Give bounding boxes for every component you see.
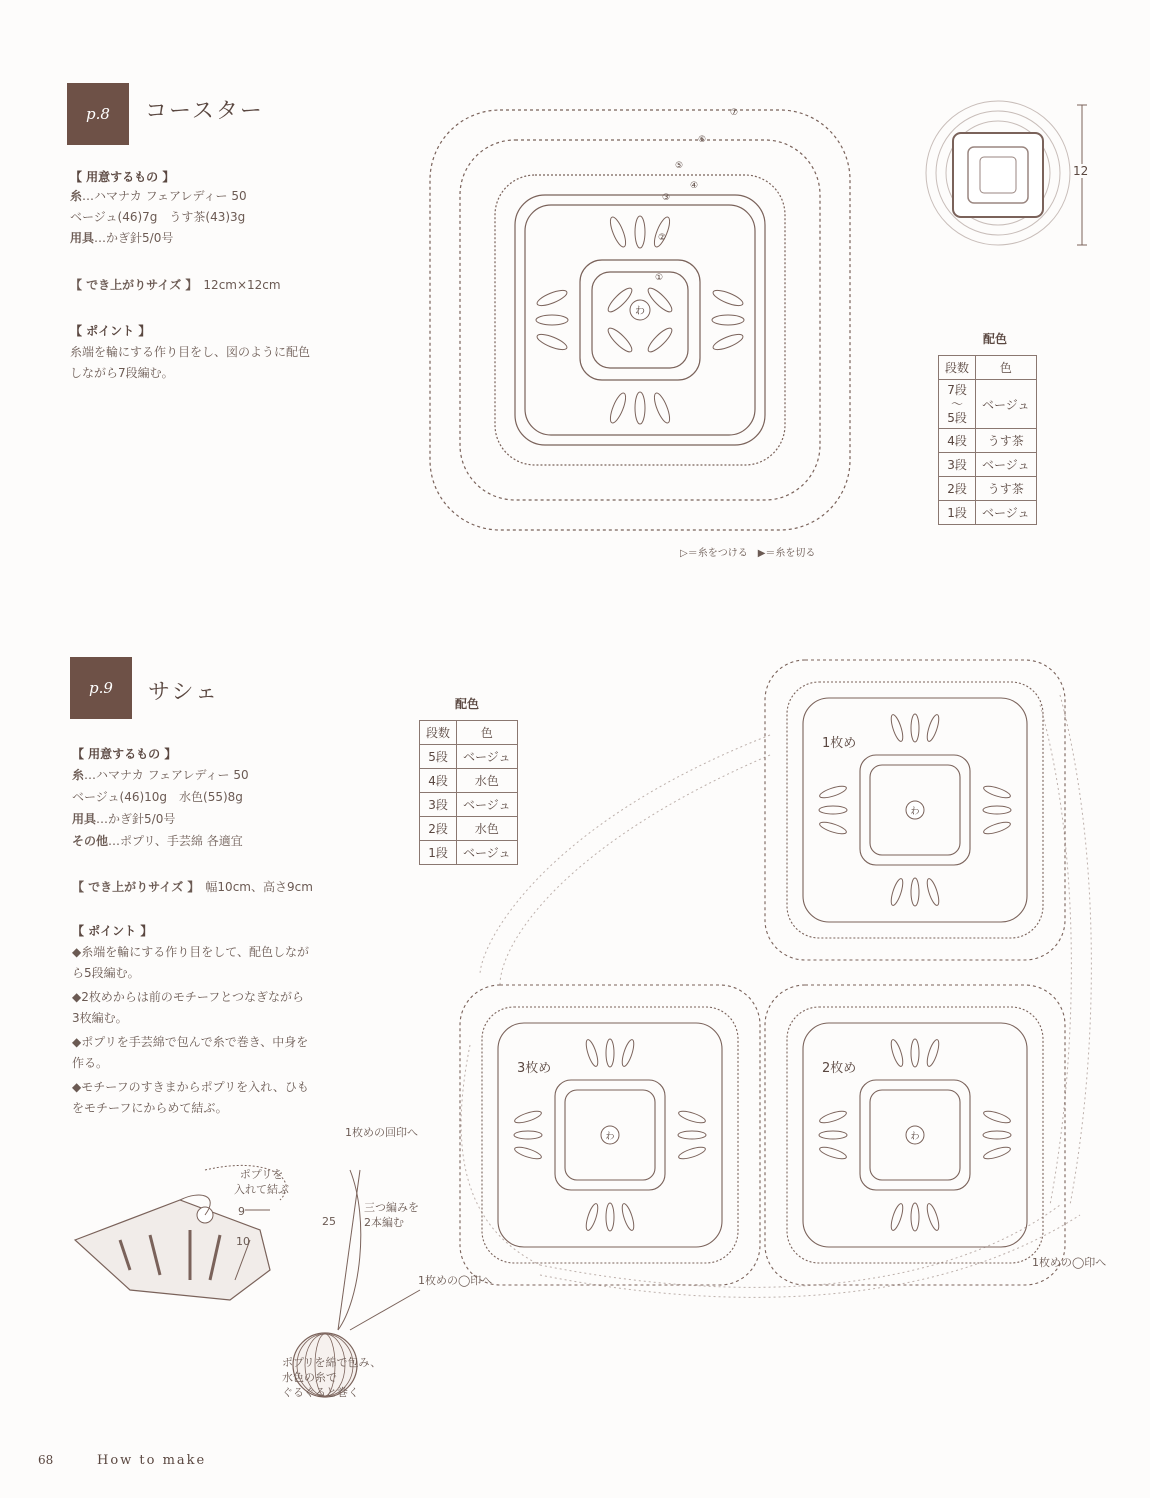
- table-cell: 1段: [420, 841, 457, 865]
- coaster-size-line: [70, 275, 281, 296]
- coaster-petal-stitch: [607, 215, 628, 248]
- coaster-yarn-line: [70, 186, 247, 207]
- table-cell: ベージュ: [976, 380, 1037, 429]
- sachet-other-line: [72, 831, 243, 852]
- motif-petal-stitch: [818, 820, 847, 836]
- table-row: [939, 380, 1037, 429]
- table-row: [939, 501, 1037, 525]
- sachet-point-1: ◆糸端を輪にする作り目をして、配色しなが ら5段編む。: [72, 945, 309, 980]
- tool-text: …かぎ針5/0号: [94, 231, 174, 245]
- motif-center-mark: わ: [910, 807, 920, 817]
- table-row: [939, 429, 1037, 453]
- motif-petal-stitch: [982, 1109, 1011, 1125]
- motif-petal-stitch: [819, 806, 847, 814]
- coaster-crochet-chart: [400, 80, 880, 560]
- sachet-motif-1: [765, 660, 1065, 960]
- motif-petal-stitch: [911, 714, 919, 742]
- illus-wrap-note: ポプリを綿で包み、 水色の糸で ぐるぐると巻く: [282, 1356, 382, 1399]
- table-cell: 2段: [939, 477, 976, 501]
- join-label-3: 1枚めの◯印へ: [1032, 1256, 1107, 1269]
- coaster-petal-stitch: [711, 287, 744, 308]
- sachet-yarn-line: [72, 765, 249, 786]
- coaster-petal-stitch: [535, 331, 568, 352]
- coaster-materials-heading: 【 用意するもの 】: [70, 170, 175, 184]
- motif-petal-stitch: [606, 1039, 614, 1067]
- motif-petal-stitch: [513, 1109, 542, 1125]
- coaster-petal-stitch: [651, 215, 672, 248]
- sachet-size-line: [72, 877, 313, 898]
- coaster-point-heading: 【 ポイント 】: [70, 324, 151, 338]
- sachet-tool-line: [72, 809, 175, 830]
- coaster-legend: ▷＝糸をつける ▶＝糸を切る: [680, 548, 816, 559]
- tool-label: 用具: [70, 231, 95, 245]
- sachet-materials-heading: 【 用意するもの 】: [72, 747, 177, 761]
- motif-petal-stitch: [677, 1145, 706, 1161]
- table-cell: 1段: [939, 501, 976, 525]
- join-label-2: 1枚めの◯印へ: [418, 1274, 493, 1287]
- illus-braid-note: 三つ編みを 2本編む: [364, 1201, 419, 1229]
- table-cell: 水色: [457, 817, 518, 841]
- motif-petal-stitch: [514, 1131, 542, 1139]
- table-cell: うす茶: [976, 429, 1037, 453]
- sachet-point-heading: 【 ポイント 】: [72, 924, 153, 938]
- motif-petal-stitch: [983, 1131, 1011, 1139]
- table-cell: 水色: [457, 769, 518, 793]
- motif-petal-stitch: [677, 1109, 706, 1125]
- table-cell: ベージュ: [457, 793, 518, 817]
- illus-dim-9: 9: [238, 1205, 245, 1218]
- table-cell: 4段: [939, 429, 976, 453]
- sachet-title: サシェ: [148, 680, 220, 705]
- row-number-7: ⑦: [730, 108, 739, 118]
- motif-label: 1枚め: [822, 736, 857, 751]
- table-cell: 5段: [420, 745, 457, 769]
- motif-label: 2枚め: [822, 1061, 857, 1076]
- motif-petal-stitch: [982, 820, 1011, 836]
- sachet-point-3: ◆ポプリを手芸綿で包んで糸で巻き、中身を 作る。: [72, 1035, 309, 1070]
- page-tag-p9: [70, 657, 132, 719]
- motif-petal-stitch: [889, 1202, 905, 1231]
- motif-petal-stitch: [620, 1202, 636, 1231]
- coaster-yarn-detail: ベージュ(46)7g うす茶(43)3g: [70, 210, 246, 224]
- coaster-petal-stitch: [651, 391, 672, 424]
- coaster-petal-stitch: [635, 392, 645, 424]
- row-number-6: ⑥: [698, 135, 707, 145]
- size-heading: 【 でき上がりサイズ 】: [70, 278, 192, 292]
- join-label-1: 1枚めの回印へ: [345, 1126, 418, 1139]
- table-header: 色: [457, 721, 518, 745]
- motif-petal-stitch: [911, 1203, 919, 1231]
- coaster-thumbnail: [920, 95, 1090, 250]
- sachet-motif-2: [765, 985, 1065, 1285]
- table-cell: 7段 〜 5段: [939, 380, 976, 429]
- motif-petal-stitch: [889, 877, 905, 906]
- coaster-center-mark: わ: [635, 306, 645, 317]
- coaster-petal-stitch: [712, 315, 744, 325]
- yarn-text: …ハマナカ フェアレディー 50: [84, 768, 249, 782]
- table-row: [939, 477, 1037, 501]
- motif-petal-stitch: [911, 878, 919, 906]
- illus-dim-25: 25: [322, 1215, 336, 1228]
- table-header: 色: [976, 356, 1037, 380]
- motif-petal-stitch: [925, 877, 941, 906]
- coaster-title: コースター: [145, 99, 264, 124]
- coaster-petal-stitch: [635, 216, 645, 248]
- size-value: 幅10cm、高さ9cm: [205, 880, 313, 894]
- motif-petal-stitch: [818, 1109, 847, 1125]
- other-label: その他: [72, 834, 109, 848]
- motif-petal-stitch: [819, 1131, 847, 1139]
- illus-dim-10: 10: [236, 1235, 250, 1248]
- coaster-petal-stitch: [711, 331, 744, 352]
- page-number: 68: [38, 1453, 54, 1467]
- motif-petal-stitch: [584, 1038, 600, 1067]
- table-cell: ベージュ: [457, 841, 518, 865]
- sachet-crochet-chart: [440, 645, 1100, 1405]
- motif-petal-stitch: [925, 1202, 941, 1231]
- row-number-5: ⑤: [675, 161, 684, 171]
- coaster-dimension: 12: [1073, 164, 1089, 178]
- motif-petal-stitch: [678, 1131, 706, 1139]
- row-number-4: ④: [690, 181, 699, 191]
- size-heading: 【 でき上がりサイズ 】: [72, 880, 194, 894]
- coaster-tool-line: [70, 228, 173, 249]
- page-tag-text: p.9: [89, 679, 113, 697]
- motif-petal-stitch: [925, 1038, 941, 1067]
- motif-petal-stitch: [818, 1145, 847, 1161]
- table-header: 段数: [939, 356, 976, 380]
- coaster-color-table: [938, 355, 1037, 525]
- motif-petal-stitch: [889, 713, 905, 742]
- motif-label: 3枚め: [517, 1061, 552, 1076]
- table-cell: うす茶: [976, 477, 1037, 501]
- page-tag-text: p.8: [86, 105, 110, 123]
- other-text: …ポプリ、手芸綿 各適宜: [108, 834, 243, 848]
- motif-petal-stitch: [982, 784, 1011, 800]
- motif-petal-stitch: [584, 1202, 600, 1231]
- sachet-point-2: ◆2枚めからは前のモチーフとつなぎながら 3枚編む。: [72, 990, 305, 1025]
- motif-petal-stitch: [982, 1145, 1011, 1161]
- table-cell: 4段: [420, 769, 457, 793]
- coaster-point-text: 糸端を輪にする作り目をし、図のように配色 しながら7段編む。: [70, 345, 311, 380]
- table-cell: ベージュ: [976, 501, 1037, 525]
- motif-petal-stitch: [925, 713, 941, 742]
- motif-petal-stitch: [513, 1145, 542, 1161]
- motif-petal-stitch: [889, 1038, 905, 1067]
- table-cell: 3段: [420, 793, 457, 817]
- coaster-petal-stitch: [605, 325, 635, 355]
- size-value: 12cm×12cm: [203, 278, 281, 292]
- table-cell: 2段: [420, 817, 457, 841]
- motif-center-mark: わ: [605, 1132, 615, 1142]
- sachet-point-4: ◆モチーフのすきまからポプリを入れ、ひも をモチーフにからめて結ぶ。: [72, 1080, 309, 1115]
- tool-label: 用具: [72, 812, 97, 826]
- table-cell: ベージュ: [457, 745, 518, 769]
- illus-popuri-tie: ポプリを 入れて結ぶ: [234, 1168, 289, 1196]
- motif-petal-stitch: [983, 806, 1011, 814]
- coaster-color-title: 配色: [983, 332, 1008, 346]
- motif-petal-stitch: [818, 784, 847, 800]
- sachet-motif-3: [460, 985, 760, 1285]
- table-row: [939, 453, 1037, 477]
- motif-center-mark: わ: [910, 1132, 920, 1142]
- table-cell: ベージュ: [976, 453, 1037, 477]
- yarn-label: 糸: [70, 189, 83, 203]
- row-number-3: ③: [662, 193, 671, 203]
- sachet-color-title: 配色: [455, 697, 480, 711]
- table-header: 段数: [420, 721, 457, 745]
- page-tag-p8: [67, 83, 129, 145]
- motif-petal-stitch: [606, 1203, 614, 1231]
- yarn-label: 糸: [72, 768, 85, 782]
- table-cell: 3段: [939, 453, 976, 477]
- tool-text: …かぎ針5/0号: [96, 812, 176, 826]
- row-number-1: ①: [655, 273, 664, 283]
- motif-petal-stitch: [911, 1039, 919, 1067]
- yarn-text: …ハマナカ フェアレディー 50: [82, 189, 247, 203]
- motif-petal-stitch: [620, 1038, 636, 1067]
- coaster-petal-stitch: [645, 325, 675, 355]
- coaster-petal-stitch: [535, 287, 568, 308]
- sachet-yarn-detail: ベージュ(46)10g 水色(55)8g: [72, 790, 243, 804]
- row-number-2: ②: [658, 233, 667, 243]
- footer-label: How to make: [97, 1453, 207, 1468]
- coaster-petal-stitch: [536, 315, 568, 325]
- coaster-petal-stitch: [607, 391, 628, 424]
